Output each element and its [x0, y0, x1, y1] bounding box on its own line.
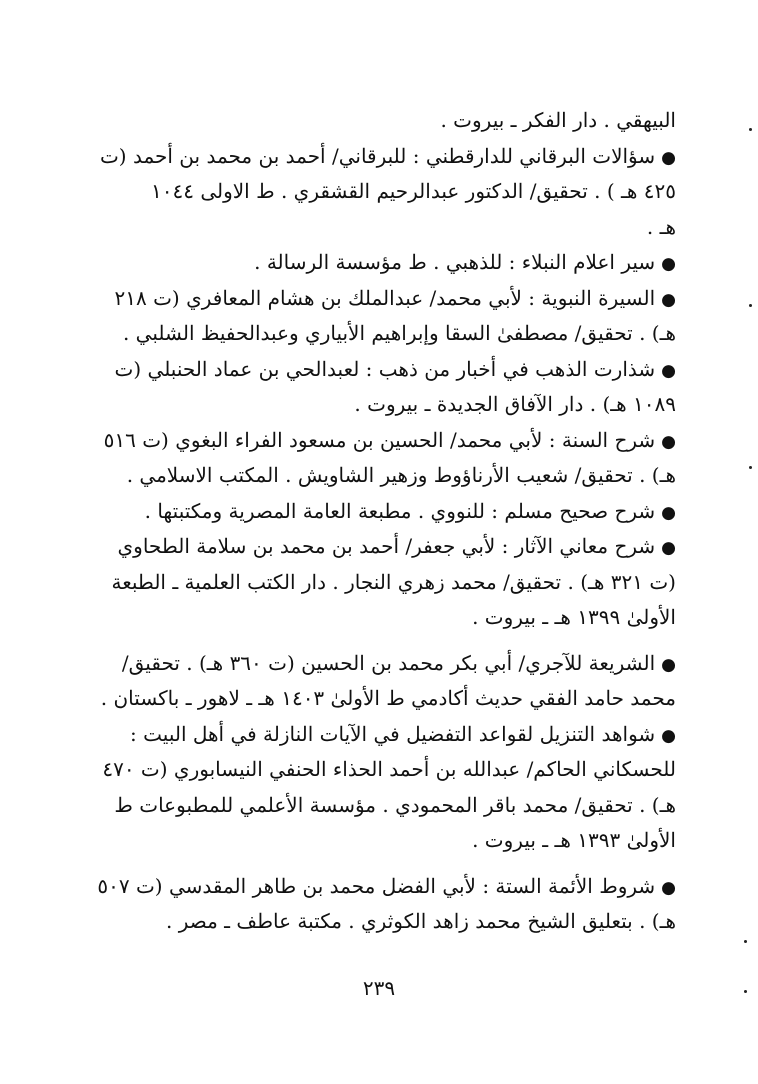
entry-text: (ت ٣٢١ هـ) . تحقيق/ محمد زهري النجار . دار الكتب العلمية ـ الطبعة: [111, 569, 676, 594]
entry-text: سير اعلام النبلاء : للذهبي . ط مؤسسة الرسالة .: [254, 250, 656, 274]
entry-text: الأولىٰ ١٣٩٩ هـ ـ بيروت .: [472, 605, 676, 629]
bullet-icon: ●: [661, 431, 676, 452]
bibliography-entry: [99, 139, 676, 246]
entry-line: [104, 174, 676, 210]
entry-text: هـ .: [646, 214, 676, 239]
entry-line: [104, 752, 676, 788]
entry-text: سؤالات البرقاني للدارقطني : للبرقاني/ أحمد بن محمد بن أحمد (ت: [99, 143, 656, 168]
bibliography-entry: [104, 423, 676, 494]
entry-line: [104, 788, 676, 824]
bullet-icon: ●: [661, 725, 676, 746]
entry-text: الأولىٰ ١٣٩٣ هـ ـ بيروت .: [472, 828, 676, 852]
bibliography-entry: [97, 869, 676, 940]
entry-line: [104, 717, 676, 753]
entry-line: [104, 316, 676, 352]
entry-text: محمد حامد الفقي حديث أكادمي ط الأولىٰ ١٤٠٣ هـ ـ لاهور ـ باكستان .: [100, 686, 676, 710]
entry-text: هـ) . تحقيق/ محمد باقر المحمودي . مؤسسة الأعلمي للمطبوعات ط: [114, 792, 676, 817]
entry-line: [104, 904, 676, 940]
entry-line: [104, 823, 676, 859]
entry-line: [104, 646, 676, 682]
entry-line: [104, 352, 676, 388]
entry-text: البيهقي . دار الفكر ـ بيروت .: [440, 108, 676, 132]
bullet-icon: ●: [661, 654, 676, 675]
bibliography-entry: [104, 717, 676, 859]
entry-line: [104, 245, 676, 281]
entry-text: شرح السنة : لأبي محمد/ الحسين بن مسعود الفراء البغوي (ت ٥١٦: [103, 427, 656, 452]
page-number: ٢٣٩: [362, 976, 396, 1000]
scan-speck: [749, 128, 752, 131]
entry-text: هـ) . تحقيق/ مصطفىٰ السقا وإبراهيم الأبياري وعبدالحفيظ الشلبي .: [122, 321, 676, 345]
entry-text: شرح صحيح مسلم : للنووي . مطبعة العامة المصرية ومكتبتها .: [144, 498, 656, 523]
entry-line: [104, 281, 676, 317]
entry-line: [97, 869, 676, 905]
bibliography-entry: [104, 529, 676, 636]
bibliography-entry: [104, 103, 676, 139]
bullet-icon: ●: [661, 538, 676, 558]
bullet-icon: ●: [661, 147, 676, 168]
scan-speck: [749, 304, 752, 307]
entry-line: [100, 681, 676, 717]
entry-line: [104, 529, 676, 565]
entry-text: الشريعة للآجري/ أبي بكر محمد بن الحسين (ت ٣٦٠ هـ) . تحقيق/: [121, 650, 656, 675]
entry-text: شواهد التنزيل لقواعد التفضيل في الآيات النازلة في أهل البيت :: [130, 721, 656, 746]
entry-spacer: [104, 859, 676, 869]
bullet-icon: ●: [661, 877, 676, 898]
scan-speck: [744, 940, 747, 943]
entry-line: [104, 387, 676, 423]
bullet-icon: ●: [661, 254, 676, 274]
entry-text: هـ) . بتعليق الشيخ محمد زاهد الكوثري . مكتبة عاطف ـ مصر .: [166, 909, 676, 933]
entry-line: [99, 139, 676, 175]
bibliography-entry: [104, 352, 676, 423]
entry-text: شذارت الذهب في أخبار من ذهب : لعبدالحي بن عماد الحنبلي (ت: [114, 356, 656, 381]
entry-text: ٤٢٥ هـ ) . تحقيق/ الدكتور عبدالرحيم القشقري . ط الاولى ١٠٤٤: [151, 179, 676, 203]
entry-line: [104, 458, 676, 494]
entry-line: [104, 103, 676, 139]
entry-text: السيرة النبوية : لأبي محمد/ عبدالملك بن هشام المعافري (ت ٢١٨: [114, 285, 656, 310]
entry-line: [104, 600, 676, 636]
entry-text: للحسكاني الحاكم/ عبدالله بن أحمد الحذاء الحنفي النيسابوري (ت ٤٧٠: [102, 757, 676, 781]
bullet-icon: ●: [661, 289, 676, 310]
bibliography-entry: [104, 281, 676, 352]
bullet-icon: ●: [661, 360, 676, 381]
entry-text: هـ) . تحقيق/ شعيب الأرناؤوط وزهير الشاويش . المكتب الاسلامي .: [126, 463, 676, 487]
entry-line: [104, 210, 676, 246]
bibliography-entry: [104, 245, 676, 281]
entry-line: [104, 494, 676, 530]
bibliography-list: [97, 103, 676, 940]
bibliography-entry: [100, 646, 676, 717]
entry-text: ١٠٨٩ هـ) . دار الآفاق الجديدة ـ بيروت .: [354, 392, 676, 416]
bibliography-entry: [104, 494, 676, 530]
bullet-icon: ●: [661, 502, 676, 523]
entry-spacer: [104, 636, 676, 646]
scan-speck: [749, 466, 752, 469]
entry-text: شرح معاني الآثار : لأبي جعفر/ أحمد بن محمد بن سلامة الطحاوي: [117, 534, 656, 558]
entry-line: [104, 423, 676, 459]
entry-text: شروط الأئمة الستة : لأبي الفضل محمد بن طاهر المقدسي (ت ٥٠٧: [97, 873, 656, 898]
entry-line: [104, 565, 676, 601]
